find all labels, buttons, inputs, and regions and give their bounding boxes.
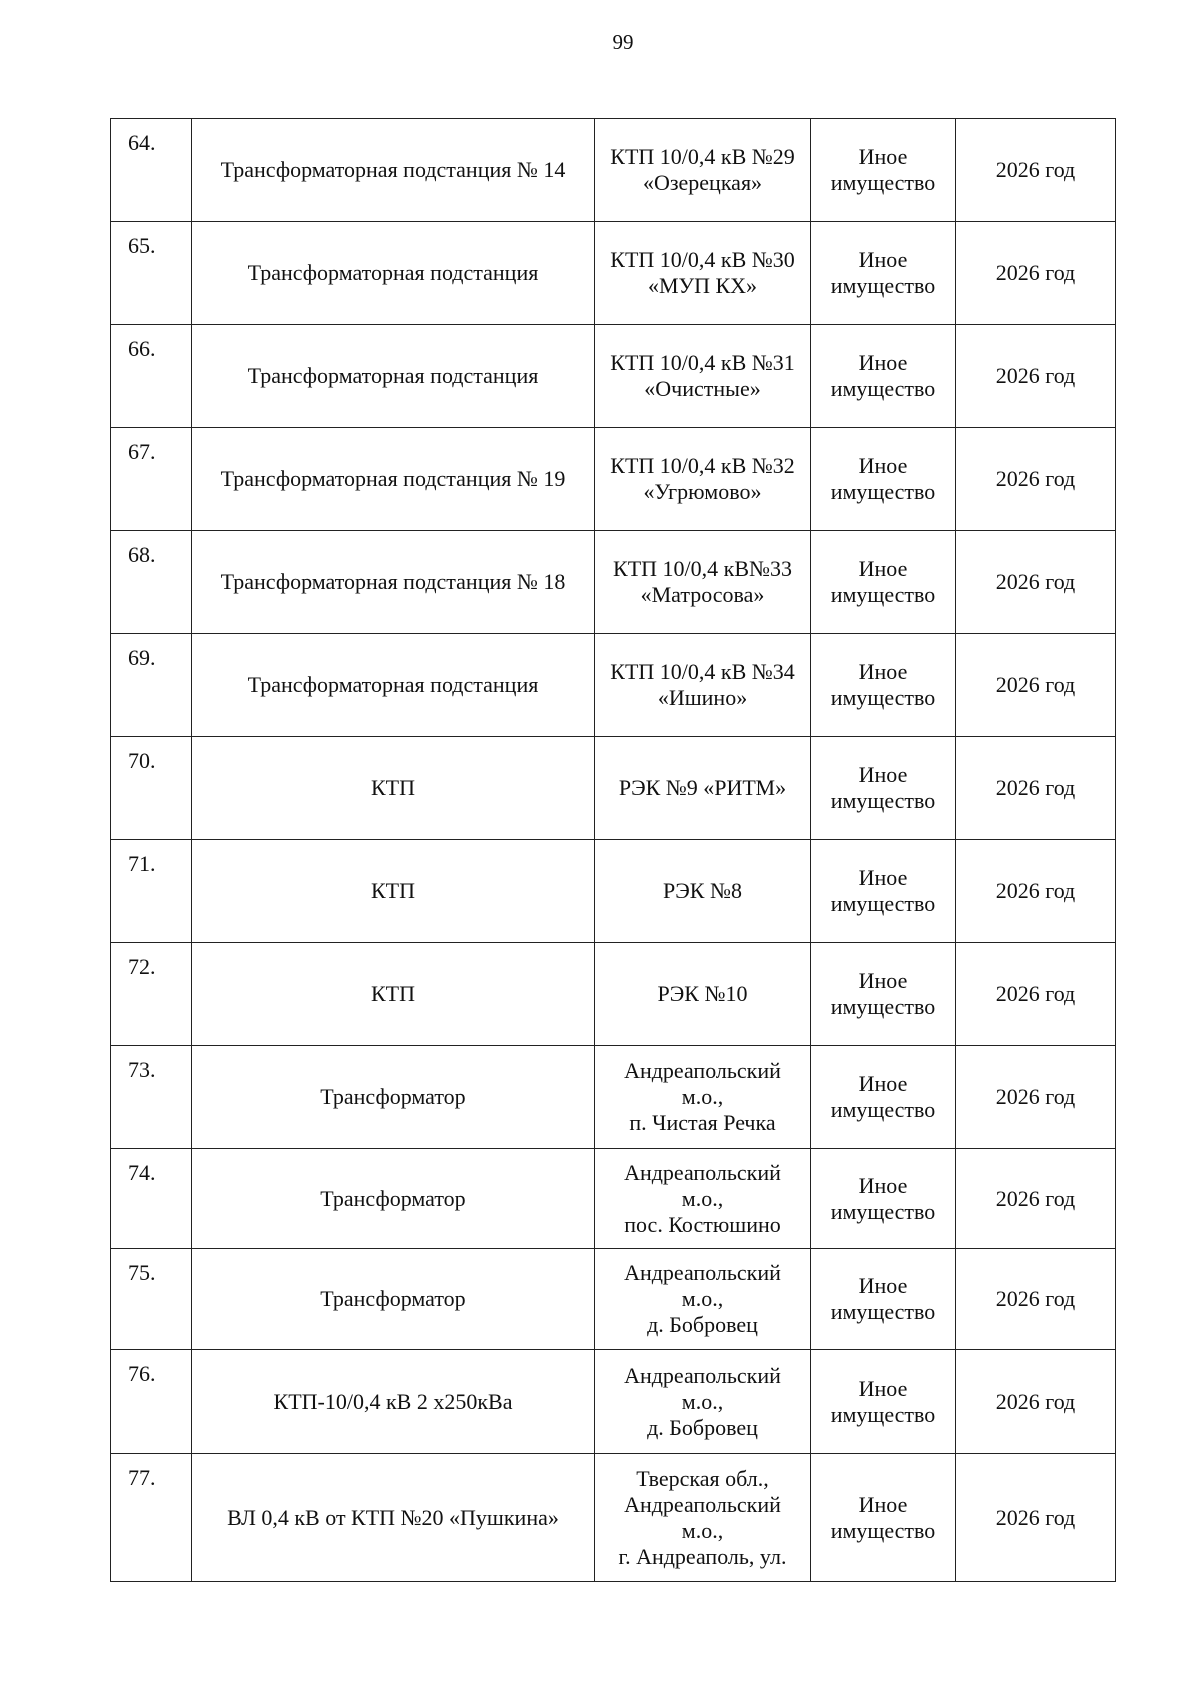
property-type: [811, 222, 956, 325]
object-location: [595, 634, 811, 737]
property-type-line: имущество: [830, 788, 936, 813]
property-type-line: Иное: [858, 144, 908, 169]
location-line: КТП 10/0,4 кВ №34: [610, 659, 795, 684]
year: 2026 год: [956, 428, 1116, 531]
property-type-line: Иное: [858, 659, 908, 684]
property-type-line: Иное: [858, 350, 908, 375]
location-line: м.о.,: [681, 1185, 724, 1211]
location-line: «Угрюмово»: [643, 479, 762, 504]
year: 2026 год: [956, 1350, 1116, 1454]
location-line: пос. Костюшино: [624, 1211, 781, 1237]
location-line: КТП 10/0,4 кВ №29: [610, 144, 795, 169]
year: 2026 год: [956, 531, 1116, 634]
row-number: 68.: [111, 531, 192, 634]
property-type-line: Иное: [858, 865, 908, 890]
property-type-line: Иное: [858, 1071, 908, 1096]
page-number: 99: [612, 30, 634, 54]
table-row: [111, 634, 1116, 737]
property-type-line: имущество: [830, 170, 936, 195]
row-number: 69.: [111, 634, 192, 737]
property-type-line: Иное: [858, 968, 908, 993]
object-name: КТП-10/0,4 кВ 2 х250кВа: [192, 1350, 595, 1454]
table-row: [111, 222, 1116, 325]
object-location: [595, 428, 811, 531]
property-type-line: имущество: [830, 1517, 936, 1543]
row-number: 67.: [111, 428, 192, 531]
property-type-line: имущество: [830, 376, 936, 401]
location-line: КТП 10/0,4 кВ №30: [610, 247, 795, 272]
table-body: [111, 119, 1116, 1582]
year: 2026 год: [956, 943, 1116, 1046]
object-location: [595, 1149, 811, 1249]
row-number: 72.: [111, 943, 192, 1046]
property-type-line: имущество: [830, 479, 936, 504]
row-number: 64.: [111, 119, 192, 222]
year: 2026 год: [956, 1149, 1116, 1249]
location-line: Андреапольский: [624, 1491, 781, 1517]
row-number: 70.: [111, 737, 192, 840]
location-line: п. Чистая Речка: [629, 1110, 776, 1135]
object-name: Трансформатор: [192, 1046, 595, 1149]
property-type: [811, 1454, 956, 1582]
row-number: 71.: [111, 840, 192, 943]
property-type-line: Иное: [858, 1172, 908, 1198]
property-type-line: Иное: [858, 247, 908, 272]
property-type-line: имущество: [830, 582, 936, 607]
object-name: Трансформатор: [192, 1249, 595, 1350]
location-line: Андреапольский: [624, 1159, 781, 1185]
property-type: [811, 428, 956, 531]
location-line: Андреапольский: [624, 1362, 781, 1388]
property-type-line: имущество: [830, 1198, 936, 1224]
property-type: [811, 1249, 956, 1350]
year: 2026 год: [956, 840, 1116, 943]
row-number: 65.: [111, 222, 192, 325]
row-number: 74.: [111, 1149, 192, 1249]
property-type-line: Иное: [858, 556, 908, 581]
object-name: ВЛ 0,4 кВ от КТП №20 «Пушкина»: [192, 1454, 595, 1582]
table-row: [111, 943, 1116, 1046]
property-type-line: имущество: [830, 1299, 936, 1324]
location-line: РЭК №8: [663, 878, 742, 903]
table-row: [111, 1350, 1116, 1454]
location-line: КТП 10/0,4 кВ№33: [613, 556, 792, 581]
location-line: РЭК №9 «РИТМ»: [618, 775, 787, 800]
table-row: [111, 325, 1116, 428]
object-location: [595, 325, 811, 428]
object-location: [595, 1249, 811, 1350]
year: 2026 год: [956, 222, 1116, 325]
location-line: м.о.,: [681, 1388, 724, 1414]
location-line: «Ишино»: [657, 685, 748, 710]
object-name: Трансформатор: [192, 1149, 595, 1249]
object-name: Трансформаторная подстанция № 14: [192, 119, 595, 222]
property-type: [811, 737, 956, 840]
object-name: КТП: [192, 737, 595, 840]
property-type-line: имущество: [830, 1097, 936, 1122]
table-row: [111, 840, 1116, 943]
table-row: [111, 531, 1116, 634]
property-type: [811, 943, 956, 1046]
property-type-line: имущество: [830, 891, 936, 916]
property-type: [811, 1149, 956, 1249]
row-number: 66.: [111, 325, 192, 428]
object-location: [595, 119, 811, 222]
location-line: «Матросова»: [640, 582, 765, 607]
object-location: [595, 943, 811, 1046]
property-type: [811, 531, 956, 634]
year: 2026 год: [956, 119, 1116, 222]
property-type-line: имущество: [830, 273, 936, 298]
table-row: [111, 1454, 1116, 1582]
location-line: Тверская обл.,: [636, 1465, 769, 1491]
object-location: [595, 1454, 811, 1582]
location-line: м.о.,: [681, 1084, 724, 1109]
object-name: Трансформаторная подстанция: [192, 222, 595, 325]
location-line: г. Андреаполь, ул.: [618, 1543, 787, 1569]
property-type: [811, 840, 956, 943]
property-type: [811, 1046, 956, 1149]
table-row: [111, 1046, 1116, 1149]
property-type: [811, 119, 956, 222]
object-name: КТП: [192, 840, 595, 943]
location-line: «Озерецкая»: [642, 170, 763, 195]
property-type-line: Иное: [858, 762, 908, 787]
object-location: [595, 737, 811, 840]
location-line: м.о.,: [681, 1286, 724, 1311]
property-type-line: Иное: [858, 453, 908, 478]
location-line: КТП 10/0,4 кВ №32: [610, 453, 795, 478]
year: 2026 год: [956, 325, 1116, 428]
location-line: Андреапольский: [624, 1260, 781, 1285]
object-location: [595, 531, 811, 634]
object-name: Трансформаторная подстанция № 19: [192, 428, 595, 531]
year: 2026 год: [956, 1454, 1116, 1582]
property-type-line: Иное: [858, 1491, 908, 1517]
row-number: 77.: [111, 1454, 192, 1582]
year: 2026 год: [956, 1249, 1116, 1350]
row-number: 75.: [111, 1249, 192, 1350]
location-line: «Очистные»: [644, 376, 761, 401]
property-type-line: Иное: [858, 1375, 908, 1401]
location-line: д. Бобровец: [647, 1414, 758, 1440]
location-line: «МУП КХ»: [647, 273, 758, 298]
location-line: Андреапольский: [624, 1058, 781, 1083]
row-number: 73.: [111, 1046, 192, 1149]
property-type-line: имущество: [830, 685, 936, 710]
object-location: [595, 840, 811, 943]
property-type-line: имущество: [830, 1401, 936, 1427]
row-number: 76.: [111, 1350, 192, 1454]
location-line: д. Бобровец: [647, 1312, 758, 1337]
location-line: м.о.,: [681, 1517, 724, 1543]
object-name: Трансформаторная подстанция: [192, 634, 595, 737]
location-line: КТП 10/0,4 кВ №31: [610, 350, 795, 375]
year: 2026 год: [956, 634, 1116, 737]
location-line: РЭК №10: [657, 981, 748, 1006]
object-location: [595, 1046, 811, 1149]
object-location: [595, 1350, 811, 1454]
object-name: Трансформаторная подстанция № 18: [192, 531, 595, 634]
table-row: [111, 1249, 1116, 1350]
property-type: [811, 634, 956, 737]
table-row: [111, 428, 1116, 531]
year: 2026 год: [956, 737, 1116, 840]
property-type-line: Иное: [858, 1273, 908, 1298]
property-type: [811, 1350, 956, 1454]
year: 2026 год: [956, 1046, 1116, 1149]
property-type-line: имущество: [830, 994, 936, 1019]
object-name: Трансформаторная подстанция: [192, 325, 595, 428]
object-name: КТП: [192, 943, 595, 1046]
table-row: [111, 737, 1116, 840]
table-row: [111, 119, 1116, 222]
property-table: [110, 118, 1116, 1582]
property-type: [811, 325, 956, 428]
object-location: [595, 222, 811, 325]
table-row: [111, 1149, 1116, 1249]
